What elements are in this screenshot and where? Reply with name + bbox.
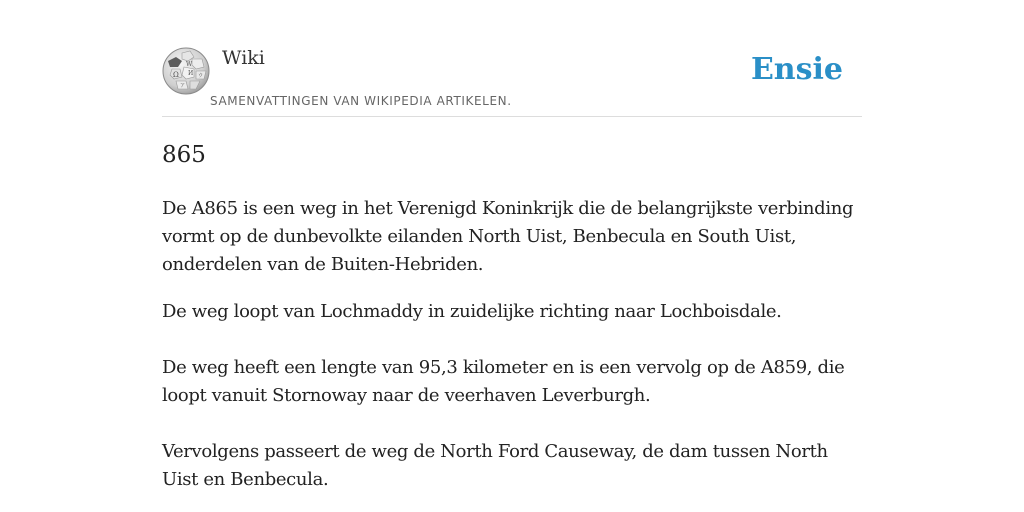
article [162,139,862,494]
article-paragraph-3: De weg heeft een lengte van 95,3 kilometer en is een vervolg op de A859, die loopt vanuit Stornoway naar de veerhaven Leverburgh. [162,357,845,406]
svg-text:ア: ア [180,83,186,89]
site-name[interactable]: Wiki [222,47,265,69]
article-paragraph-2: De weg loopt van Lochmaddy in zuidelijke richting naar Lochboisdale. [162,301,782,322]
svg-text:W: W [186,61,193,68]
svg-text:Ω: Ω [173,71,179,79]
brand-logo-link[interactable]: Ensie [750,52,843,87]
site-tagline: SAMENVATTINGEN VAN WIKIPEDIA ARTIKELEN. [210,94,512,108]
wikipedia-globe-icon[interactable] [162,47,210,95]
site-header [162,44,862,117]
svg-text:И: И [188,70,194,77]
svg-text:ウ: ウ [198,73,204,79]
article-paragraph-4: Vervolgens passeert de weg de North Ford Causeway, de dam tussen North Uist en Benbecula. [162,441,828,490]
article-title: 865 [162,142,206,168]
article-paragraph-1: De A865 is een weg in het Verenigd Koninkrijk die de belangrijkste verbinding vormt op de dunbevolkte eilanden North Uist, Benbecula en South Uist, onderdelen van de Buiten-Hebriden. [162,198,854,275]
